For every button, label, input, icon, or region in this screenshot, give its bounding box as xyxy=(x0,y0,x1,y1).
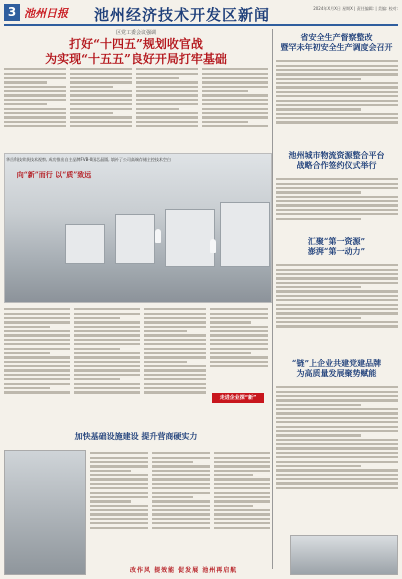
lead-body-col-3 xyxy=(136,66,198,150)
bottom-body-col-1 xyxy=(90,450,148,560)
side-story-1-body xyxy=(276,58,398,146)
feature-body-col-1 xyxy=(4,306,70,426)
masthead xyxy=(4,4,398,26)
column-divider xyxy=(272,29,273,569)
lead-headline xyxy=(4,29,268,66)
bottom-body-col-2 xyxy=(152,450,210,560)
feature-tag: 走进企业探“新” xyxy=(212,393,264,403)
side-story-4-title xyxy=(275,358,398,378)
side-story-2-title xyxy=(275,150,398,170)
side-photo xyxy=(290,535,398,575)
side-story-3-body xyxy=(276,262,398,352)
side-story-4-body xyxy=(276,384,398,530)
lead-body-col-4 xyxy=(202,66,268,150)
side-story-1-title xyxy=(275,32,398,52)
footer-slogan: 改作风 提效能 促发展 池州再启航 xyxy=(130,567,238,574)
masthead-rule xyxy=(4,24,398,26)
side-story-3-title xyxy=(275,236,398,256)
bottom-body-col-3 xyxy=(214,450,270,560)
feature-caption: 华岳科技荣获技术视察, 成功推出自主品牌FVB-0国芯晶圆, 填补了公司高端存储主控技术空白 xyxy=(6,157,171,162)
side-story-4-headline: “链”上企业共建党建品牌 为高质量发展聚势赋能 xyxy=(291,358,382,378)
lead-body-col-2 xyxy=(70,66,132,150)
feature-body-col-4 xyxy=(210,306,268,390)
lead-kicker: 区党工委会议强调 xyxy=(115,30,156,36)
bottom-photo xyxy=(4,450,86,575)
feature-body-col-2 xyxy=(74,306,140,426)
side-story-1-headline: 省安全生产督察整改 暨罕未年初安全生产调度会召开 xyxy=(280,32,393,52)
side-story-2-body xyxy=(276,176,398,232)
feature-subhead: 向“新”而行 以“质”致远 xyxy=(16,170,92,179)
page-number: 3 xyxy=(4,4,20,21)
section-title: 池州经济技术开发区新闻 xyxy=(94,6,271,24)
side-story-3-headline: 汇聚“第一资源” 澎湃“第一动力” xyxy=(307,236,366,256)
lead-title-line1: 打好“十四五”规划收官战 xyxy=(69,37,203,51)
feature-body-col-3 xyxy=(144,306,206,426)
side-story-2-headline: 池州城市物流资源整合平台 战略合作签约仪式举行 xyxy=(288,150,385,170)
paper-logo: 池州日报 xyxy=(24,7,68,20)
bottom-headline: 加快基础设施建设 提升营商硬实力 xyxy=(74,431,198,441)
edition-meta: 2024年X月X日 星期X | 责任编辑: | 美编: 校对: xyxy=(313,6,398,11)
lead-title-line2: 为实现“十五五”良好开局打牢基础 xyxy=(45,52,227,66)
lead-body-col-1 xyxy=(4,66,66,150)
